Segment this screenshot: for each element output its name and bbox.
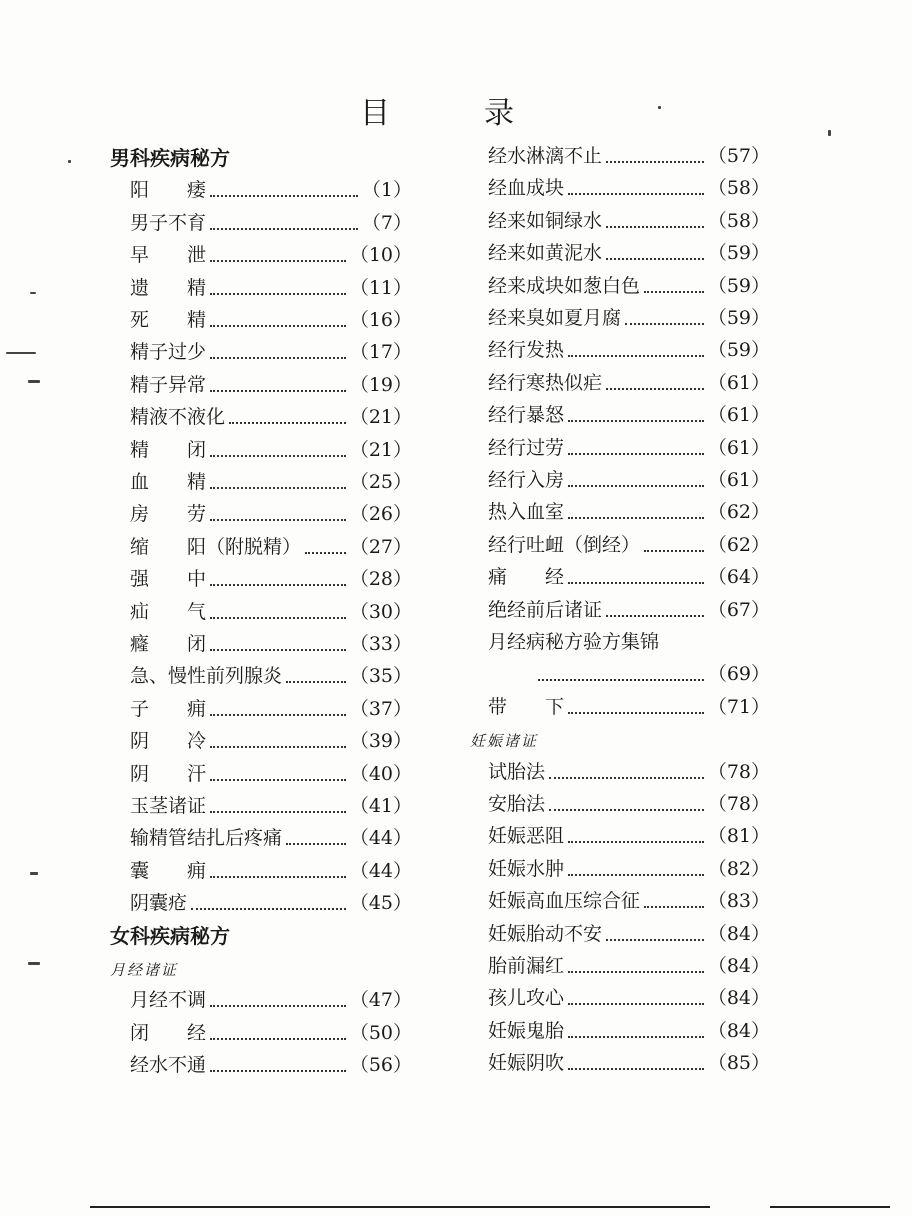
leader-dots — [210, 293, 346, 295]
toc-entry-name: 妊娠高血压综合征 — [488, 890, 641, 913]
scan-speck — [28, 380, 40, 383]
toc-entry-name: 闭 经 — [130, 1021, 207, 1044]
toc-entry[interactable] — [488, 141, 770, 171]
leader-dots — [210, 876, 346, 878]
toc-entry-name: 经水不通 — [130, 1054, 207, 1077]
leader-dots — [210, 779, 346, 781]
toc-entry[interactable] — [488, 173, 770, 203]
leader-dots — [305, 552, 346, 554]
toc-page-number: （21） — [349, 406, 412, 429]
toc-entry[interactable] — [488, 1016, 770, 1046]
toc-entry-name: 经行发热 — [488, 339, 565, 362]
toc-entry-name: 妊娠鬼胎 — [488, 1019, 565, 1042]
leader-dots — [568, 1003, 704, 1005]
leader-dots — [210, 325, 346, 327]
toc-page-number: （58） — [707, 209, 770, 232]
toc-page-number: （71） — [707, 695, 770, 718]
leader-dots — [210, 649, 346, 651]
leader-dots — [606, 258, 704, 260]
toc-entry[interactable] — [130, 564, 412, 594]
subsection-heading: 妊娠诸证 — [470, 732, 539, 751]
leader-dots — [568, 582, 704, 584]
toc-entry-name: 癃 闭 — [130, 633, 207, 655]
toc-entry-name: 妊娠水肿 — [488, 857, 565, 880]
toc-entry-name: 痛 经 — [488, 566, 565, 589]
toc-entry[interactable] — [488, 238, 770, 268]
toc-page-number: （58） — [707, 177, 770, 200]
title-char-1: 目 — [360, 96, 390, 131]
toc-entry[interactable] — [130, 726, 412, 756]
toc-page-number: （45） — [349, 892, 412, 915]
toc-entry-name: 绝经前后诸证 — [488, 598, 603, 621]
toc-page-number: （37） — [349, 697, 412, 720]
toc-entry-name: 妊娠阴吹 — [488, 1052, 565, 1075]
leader-dots — [210, 519, 346, 521]
toc-entry[interactable] — [130, 985, 412, 1015]
toc-page-number: （59） — [707, 242, 770, 265]
toc-entry-name: 房 劳 — [130, 503, 207, 526]
leader-dots — [210, 390, 346, 392]
toc-entry-name: 经行暴怒 — [488, 404, 565, 427]
toc-entry-name: 输精管结扎后疼痛 — [130, 827, 283, 850]
toc-entry-name: 阳 痿 — [130, 179, 207, 202]
toc-entry[interactable] — [488, 789, 770, 819]
toc-page-number: （59） — [707, 307, 770, 329]
toc-entry[interactable] — [130, 499, 412, 529]
toc-entry-name: 阴 汗 — [130, 762, 207, 785]
toc-entry[interactable] — [488, 757, 770, 787]
toc-entry[interactable] — [130, 661, 412, 691]
toc-entry[interactable] — [488, 335, 770, 365]
leader-dots — [644, 906, 704, 908]
toc-entry[interactable] — [488, 530, 770, 560]
leader-dots — [210, 1038, 346, 1040]
leader-dots — [210, 195, 358, 197]
toc-entry[interactable] — [488, 951, 770, 981]
toc-entry-name: 血 精 — [130, 471, 207, 493]
bottom-rule-right — [770, 1206, 890, 1208]
toc-entry[interactable] — [130, 759, 412, 789]
toc-entry[interactable] — [488, 919, 770, 949]
leader-dots — [568, 1036, 704, 1038]
toc-entry[interactable] — [130, 402, 412, 432]
toc-entry-name: 遗 精 — [130, 276, 207, 299]
scan-speck — [68, 160, 71, 163]
toc-entry[interactable] — [488, 400, 770, 430]
leader-dots — [568, 193, 704, 195]
toc-entry-name: 妊娠恶阻 — [488, 825, 565, 848]
leader-dots — [625, 323, 704, 325]
toc-page-number: （39） — [349, 730, 412, 753]
toc-entry-name: 玉茎诸证 — [130, 795, 207, 817]
leader-dots — [191, 908, 346, 910]
toc-entry[interactable] — [488, 886, 770, 916]
toc-entry-name: 精液不液化 — [130, 406, 226, 429]
leader-dots — [568, 420, 704, 422]
leader-dots — [286, 681, 346, 683]
leader-dots — [606, 615, 704, 617]
toc-entry-name: 早 泄 — [130, 244, 207, 267]
toc-page-number: （59） — [707, 274, 770, 297]
toc-page-number: （1） — [361, 179, 412, 202]
toc-page-number: （67） — [707, 598, 770, 621]
toc-page-number: （61） — [707, 371, 770, 394]
subsection-heading: 月经诸证 — [110, 961, 179, 979]
leader-dots — [210, 1005, 346, 1007]
toc-entry[interactable] — [130, 337, 412, 367]
toc-entry[interactable] — [488, 433, 770, 463]
toc-page-number: （84） — [707, 1019, 770, 1042]
toc-entry-name: 经来如铜绿水 — [488, 209, 603, 232]
toc-entry[interactable] — [130, 532, 412, 562]
leader-dots — [210, 617, 346, 619]
leader-dots — [568, 841, 704, 843]
toc-page-number: （40） — [349, 762, 412, 785]
toc-entry[interactable] — [130, 1050, 412, 1080]
leader-dots — [210, 228, 358, 230]
toc-entry[interactable] — [130, 791, 412, 821]
toc-entry-name: 强 中 — [130, 568, 207, 591]
toc-page-number: （7） — [361, 211, 412, 234]
toc-page-number: （28） — [349, 568, 412, 591]
toc-page-number: （33） — [349, 633, 412, 655]
toc-page-number: （47） — [349, 989, 412, 1012]
toc-page-number: （27） — [349, 535, 412, 558]
leader-dots — [568, 971, 704, 973]
leader-dots — [568, 1068, 704, 1070]
toc-entry[interactable] — [130, 240, 412, 270]
toc-page-number: （78） — [707, 793, 770, 815]
leader-dots — [549, 777, 704, 779]
leader-dots — [210, 746, 346, 748]
toc-entry[interactable] — [488, 497, 770, 527]
toc-entry-name: 阴囊疮 — [130, 892, 188, 915]
toc-entry-name: 缩 阳（附脱精） — [130, 535, 302, 558]
leader-dots — [210, 455, 346, 457]
toc-entry[interactable] — [488, 562, 770, 592]
bottom-rule — [90, 1206, 710, 1208]
leader-dots — [568, 453, 704, 455]
toc-page-number: （44） — [349, 827, 412, 850]
toc-entry-name: 急、慢性前列腺炎 — [130, 665, 283, 688]
leader-dots — [568, 355, 704, 357]
toc-page-number: （10） — [349, 244, 412, 267]
toc-entry[interactable] — [130, 370, 412, 400]
toc-entry-name: 经来成块如葱白色 — [488, 274, 641, 297]
section-heading: 女科疾病秘方 — [110, 923, 230, 948]
toc-entry[interactable] — [488, 821, 770, 851]
section-heading: 男科疾病秘方 — [110, 146, 230, 170]
toc-page-number: （11） — [349, 276, 412, 299]
leader-dots — [210, 811, 346, 813]
toc-page-number: （82） — [707, 857, 770, 880]
toc-entry[interactable] — [130, 694, 412, 724]
toc-page-number: （26） — [349, 503, 412, 526]
scan-speck — [30, 292, 36, 294]
toc-entry[interactable] — [130, 856, 412, 886]
leader-dots — [644, 550, 704, 552]
toc-entry[interactable] — [488, 983, 770, 1013]
leader-dots — [286, 843, 346, 845]
leader-dots — [568, 517, 704, 519]
toc-entry[interactable] — [488, 303, 770, 333]
toc-entry[interactable] — [488, 206, 770, 236]
toc-entry-name: 月经不调 — [130, 989, 207, 1012]
leader-dots — [210, 260, 346, 262]
toc-entry-name: 妊娠胎动不安 — [488, 922, 603, 945]
toc-entry-name: 胎前漏红 — [488, 955, 565, 977]
toc-entry[interactable] — [488, 659, 770, 689]
leader-dots — [538, 679, 704, 681]
toc-page-number: （84） — [707, 955, 770, 977]
toc-entry[interactable] — [488, 692, 770, 722]
toc-entry[interactable] — [130, 1018, 412, 1048]
toc-page-number: （84） — [707, 922, 770, 945]
toc-entry[interactable] — [130, 208, 412, 238]
leader-dots — [606, 161, 704, 163]
scan-speck — [28, 962, 40, 965]
toc-entry[interactable] — [130, 888, 412, 918]
leader-dots — [606, 388, 704, 390]
toc-page-number: （30） — [349, 600, 412, 623]
leader-dots — [210, 1070, 346, 1072]
leader-dots — [210, 584, 346, 586]
leader-dots — [606, 226, 704, 228]
toc-entry-name: 男子不育 — [130, 211, 207, 234]
leader-dots — [568, 874, 704, 876]
toc-entry[interactable] — [488, 854, 770, 884]
toc-entry[interactable] — [130, 629, 412, 659]
toc-entry-name: 子 痈 — [130, 697, 207, 720]
scan-speck — [658, 106, 661, 109]
toc-entry[interactable] — [488, 1048, 770, 1078]
toc-page-number: （62） — [707, 533, 770, 556]
toc-page-number: （85） — [707, 1052, 770, 1075]
toc-entry-name: 热入血室 — [488, 501, 565, 524]
leader-dots — [568, 485, 704, 487]
toc-entry-name: 死 精 — [130, 309, 207, 331]
toc-page-number: （16） — [349, 309, 412, 331]
leader-dots — [606, 939, 704, 941]
toc-entry[interactable] — [130, 823, 412, 853]
toc-entry-name: 带 下 — [488, 695, 565, 718]
toc-entry-name: 经来臭如夏月腐 — [488, 307, 622, 329]
toc-page-number: （61） — [707, 469, 770, 491]
leader-dots — [210, 487, 346, 489]
toc-entry-name: 疝 气 — [130, 600, 207, 623]
toc-entry-name: 精 闭 — [130, 438, 207, 461]
toc-entry-name: 安胎法 — [488, 793, 546, 815]
toc-entry-name: 精子异常 — [130, 373, 207, 396]
toc-entry[interactable] — [130, 467, 412, 497]
toc-page-number: （25） — [349, 471, 412, 493]
toc-page-number: （84） — [707, 987, 770, 1010]
toc-entry-name: 阴 冷 — [130, 730, 207, 753]
toc-entry[interactable] — [130, 435, 412, 465]
toc-entry[interactable] — [488, 465, 770, 495]
toc-page-number: （35） — [349, 665, 412, 688]
scan-speck — [828, 130, 831, 136]
toc-page-number: （44） — [349, 859, 412, 882]
toc-page-number: （78） — [707, 760, 770, 783]
toc-entry-name: 经行寒热似疟 — [488, 371, 603, 394]
toc-page-number: （61） — [707, 436, 770, 459]
toc-page-number: （56） — [349, 1054, 412, 1077]
toc-page-number: （59） — [707, 339, 770, 362]
leader-dots — [210, 357, 346, 359]
scan-speck — [6, 352, 36, 354]
toc-entry-name: 经行吐衄（倒经） — [488, 533, 641, 556]
toc-entry-name: 经血成块 — [488, 177, 565, 200]
toc-entry[interactable] — [488, 595, 770, 625]
toc-page-number: （17） — [349, 341, 412, 364]
toc-page-number: （57） — [707, 145, 770, 167]
toc-entry[interactable] — [130, 597, 412, 627]
toc-entry-name: 经水淋漓不止 — [488, 145, 603, 167]
toc-entry[interactable] — [488, 271, 770, 301]
toc-entry[interactable] — [488, 368, 770, 398]
toc-entry[interactable] — [130, 175, 412, 205]
toc-entry-name: 孩儿攻心 — [488, 987, 565, 1010]
toc-page-number: （64） — [707, 566, 770, 589]
toc-entry[interactable] — [130, 273, 412, 303]
toc-page-number: （50） — [349, 1021, 412, 1044]
toc-page-number: （83） — [707, 890, 770, 913]
scan-speck — [30, 872, 38, 875]
toc-entry-name: 精子过少 — [130, 341, 207, 364]
title-char-2: 录 — [484, 96, 514, 131]
toc-page-number: （19） — [349, 373, 412, 396]
toc-page-number: （69） — [707, 663, 770, 686]
toc-page-number: （62） — [707, 501, 770, 524]
toc-entry-name: 经来如黄泥水 — [488, 242, 603, 265]
toc-entry-name: 试胎法 — [488, 760, 546, 783]
toc-entry[interactable] — [130, 305, 412, 335]
leader-dots — [644, 291, 704, 293]
leader-dots — [568, 712, 704, 714]
toc-entry-name: 月经病秘方验方集锦 — [488, 631, 660, 653]
leader-dots — [549, 809, 704, 811]
toc-entry-name: 囊 痈 — [130, 859, 207, 882]
toc-entry-name: 经行入房 — [488, 469, 565, 491]
leader-dots — [210, 714, 346, 716]
toc-entry-name: 经行过劳 — [488, 436, 565, 459]
leader-dots — [229, 422, 346, 424]
toc-page-number: （41） — [349, 795, 412, 817]
toc-page-number: （61） — [707, 404, 770, 427]
toc-page-number: （21） — [349, 438, 412, 461]
toc-page-number: （81） — [707, 825, 770, 848]
